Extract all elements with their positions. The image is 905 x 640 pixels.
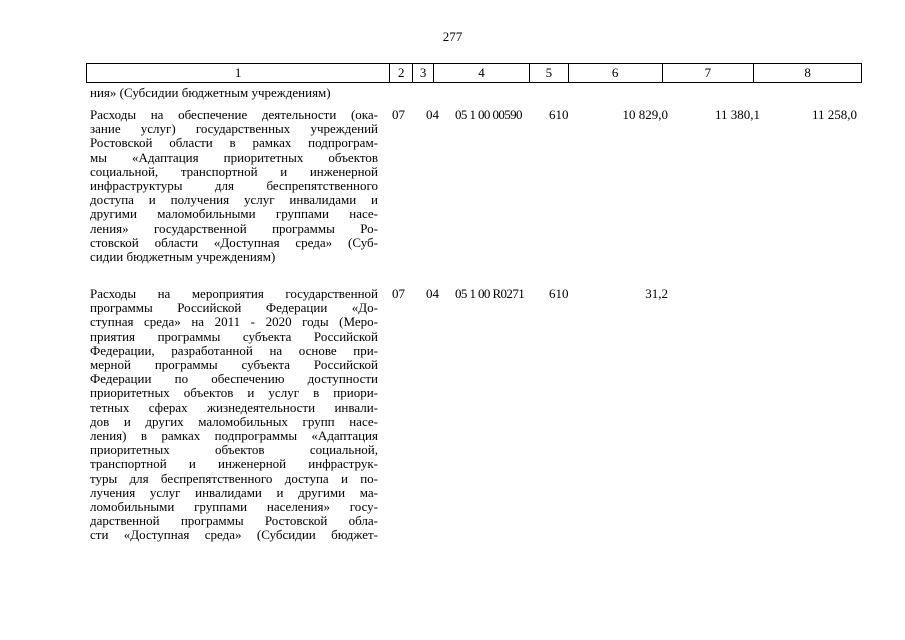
subsection-code: 04: [426, 107, 439, 122]
description-line: сти «Доступная среда» (Субсидии бюджет-: [90, 527, 378, 543]
header-col-3: 3: [412, 64, 433, 82]
description-line: дарственной программы Ростовской обла-: [90, 513, 378, 529]
description-line: приоритетных объектов и услуг в приори-: [90, 385, 378, 401]
expense-type-code: 610: [549, 286, 569, 301]
page-number: 277: [442, 29, 463, 44]
description-line: доступа и получения услуг инвалидами и: [90, 192, 378, 208]
header-col-8: 8: [753, 64, 861, 82]
amount-col-6: 10 829,0: [622, 107, 668, 122]
description-line: другими маломобильными группами насе-: [90, 206, 378, 222]
amount-col-6: 31,2: [645, 286, 668, 301]
description-line: Расходы на мероприятия государственной: [90, 286, 378, 301]
description-line: Федерации по обеспечению доступности: [90, 371, 378, 387]
row-description: [90, 287, 378, 543]
description-line: лучения услуг инвалидами и другими ма-: [90, 484, 378, 500]
description-line: Расходы на обеспечение деятельности (ока-: [90, 107, 378, 122]
description-line: дов и других маломобильных групп насе-: [90, 413, 378, 429]
section-code: 07: [392, 107, 405, 122]
description-line: инфраструктуры для беспрепятственного: [90, 178, 378, 194]
header-col-1: 1: [234, 65, 242, 80]
description-line: Ростовской области в рамках подпрограм-: [90, 135, 378, 151]
description-line: социальной, транспортной и инженерной: [90, 163, 378, 179]
header-col-4: 4: [433, 64, 529, 82]
row-description: [90, 108, 378, 264]
amount-col-8: 11 258,0: [811, 107, 857, 122]
description-line: ления) в рамках подпрограммы «Адаптация: [90, 428, 378, 444]
subsection-code: 04: [426, 286, 439, 301]
expense-type-code: 610: [549, 107, 569, 122]
description-line: Федерации, разработанной на основе при-: [90, 342, 378, 358]
description-line: ления» государственной программы Ро-: [90, 220, 378, 236]
header-col-6: 6: [568, 64, 662, 82]
table-header-row: [86, 63, 862, 83]
description-line: мерной программы субъекта Российской: [90, 357, 378, 373]
description-line: мы «Адаптация приоритетных объектов: [90, 149, 378, 165]
description-line: стовской области «Доступная среда» (Суб-: [90, 234, 378, 250]
description-line: зание услуг) государственных учреждений: [90, 121, 378, 137]
header-col-5: 5: [529, 64, 568, 82]
target-article-code: 05 1 00 00590: [455, 107, 522, 122]
header-col-2: 2: [389, 64, 412, 82]
target-article-code: 05 1 00 R0271: [455, 286, 525, 301]
description-line: приятия программы субъекта Российской: [90, 328, 378, 344]
header-col-7: 7: [662, 64, 754, 82]
amount-col-7: 11 380,1: [714, 107, 760, 122]
description-line: сидии бюджетным учреждениям): [90, 249, 276, 265]
description-line: программы Российской Федерации «До-: [90, 300, 378, 316]
description-line: транспортной и инженерной инфраструк-: [90, 456, 378, 472]
section-code: 07: [392, 286, 405, 301]
description-line: тетных сферах жизнедеятельности инвали-: [90, 399, 378, 415]
description-line: приоритетных объектов социальной,: [90, 442, 378, 458]
description-line: ломобильными группами населения» госу-: [90, 499, 378, 515]
description-line: туры для беспрепятственного доступа и по-: [90, 470, 378, 486]
description-line: ступная среда» на 2011 - 2020 годы (Меро-: [90, 314, 378, 330]
continuation-text: ния» (Субсидии бюджетным учреждениям): [90, 85, 331, 100]
